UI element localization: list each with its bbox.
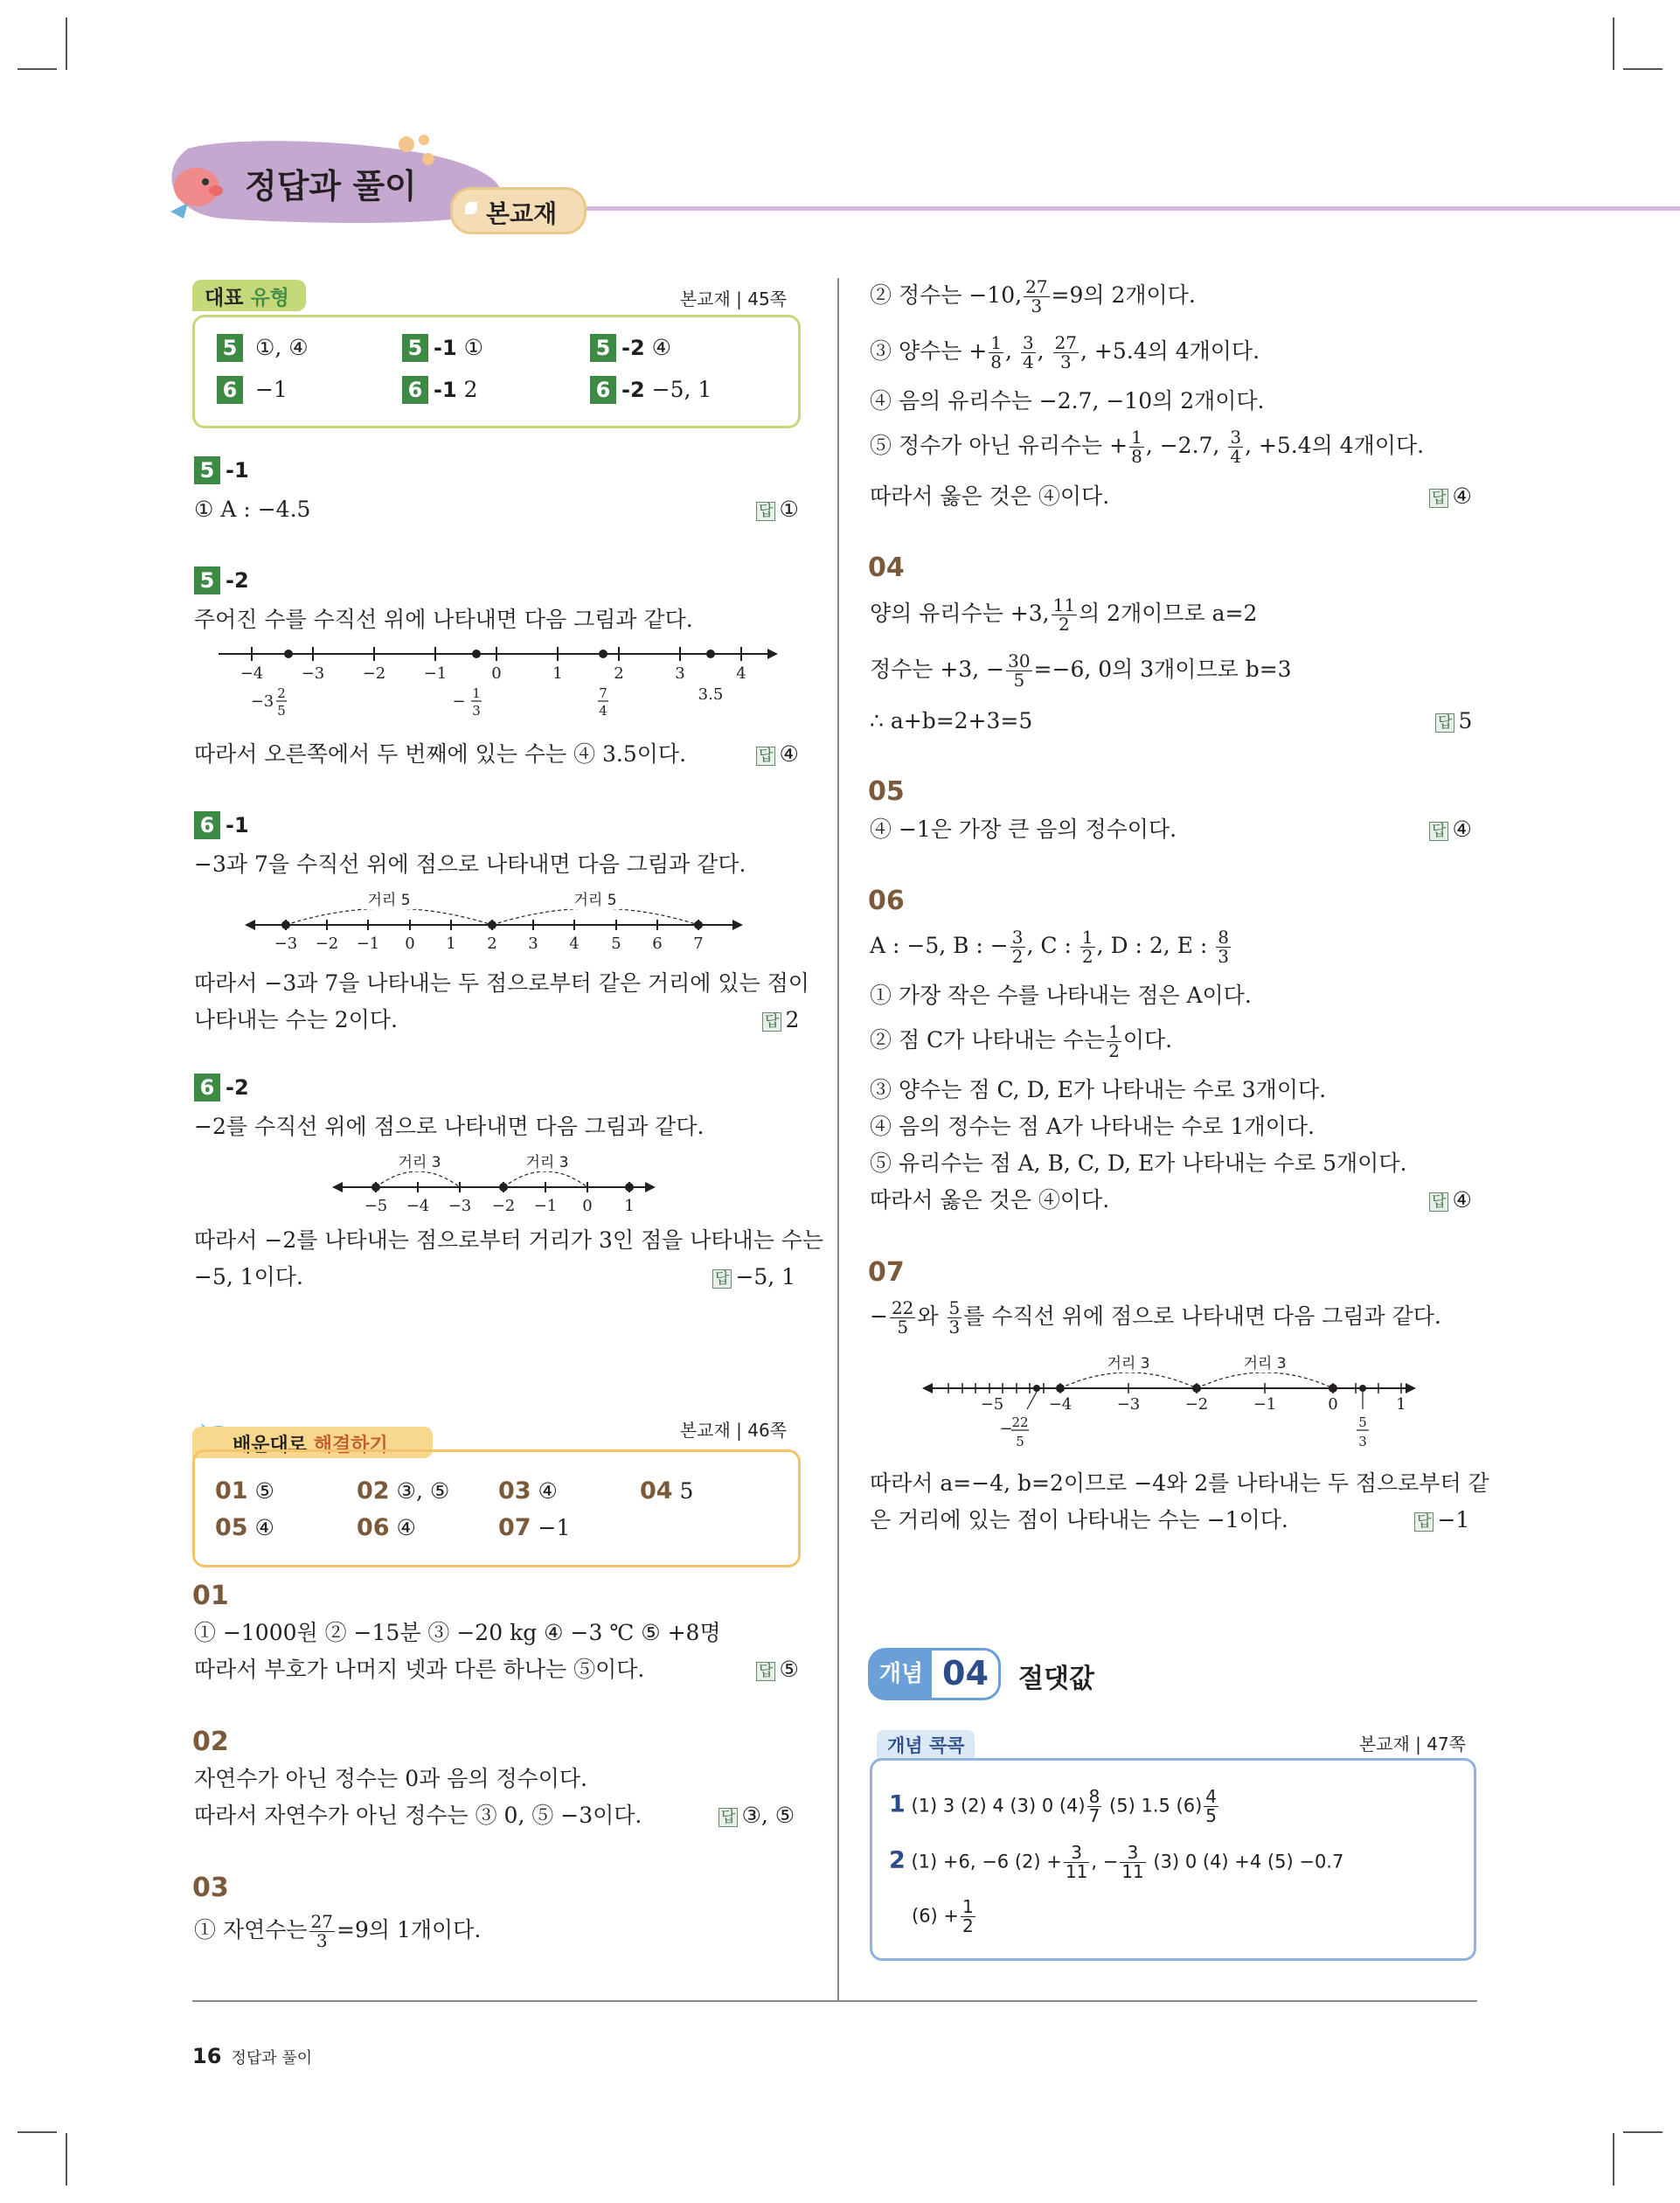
- box-border: [192, 315, 801, 428]
- solution-text: ⑤ 유리수는 점 A, B, C, D, E가 나타내는 수로 5개이다.: [870, 1150, 1407, 1176]
- svg-text:1: 1: [1396, 1395, 1406, 1414]
- svg-text:1: 1: [624, 1197, 635, 1215]
- answer-item: 05 ④: [215, 1514, 274, 1541]
- svg-text:7: 7: [693, 935, 704, 953]
- answer-mark: 답 ⑤: [756, 1657, 799, 1683]
- svg-text:0: 0: [582, 1197, 593, 1215]
- point-label: −: [452, 692, 466, 711]
- svg-text:22: 22: [1011, 1414, 1029, 1430]
- tick-label: −1: [423, 664, 448, 683]
- tick-label: 3: [675, 664, 685, 683]
- point-label: 7: [599, 685, 607, 701]
- leaf-icon: [465, 202, 477, 214]
- distance-label: 거리 3: [1243, 1355, 1287, 1373]
- answer-mark: 답 ③, ⑤: [719, 1803, 795, 1829]
- concept-answer-row: 1 (1) 3 (2) 4 (3) 0 (4) $\frac{8}{7}$ (5) 1.5 (6) $\frac{4}{5}$: [889, 1786, 1218, 1826]
- crop-mark: [66, 17, 67, 70]
- solution-text: ① 가장 작은 수를 나타내는 점은 A이다.: [870, 983, 1252, 1008]
- problem-heading: 6 -2: [194, 1074, 249, 1102]
- solution-text: ③ 양수는 점 C, D, E가 나타내는 수로 3개이다.: [870, 1077, 1327, 1102]
- svg-text:5: 5: [1358, 1414, 1367, 1430]
- crop-mark: [1623, 68, 1663, 70]
- problem-heading: 6 -1: [194, 811, 249, 839]
- answer-mark: 답 ①: [756, 497, 799, 523]
- solution-text: ① −1000원 ② −15분 ③ −20 kg ④ −3 ℃ ⑤ +8명: [194, 1620, 721, 1645]
- solution-text: 정수는 +3, − $\frac{30}{5}$ =−6, 0의 3개이므로 b=3: [870, 650, 1292, 691]
- page-number: 16: [192, 2044, 222, 2068]
- distance-label: 거리 5: [367, 892, 411, 909]
- answer-item: 6 -2 −5, 1: [590, 376, 712, 404]
- answer-item: 03 ④: [498, 1477, 558, 1505]
- page-footer: [192, 2044, 312, 2068]
- svg-text:−2: −2: [315, 935, 339, 953]
- answer-item: 5 -1 ①: [402, 334, 483, 362]
- svg-text:0: 0: [405, 935, 415, 953]
- solution-text: − $\frac{22}{5}$ 와 $\frac{5}{3}$ 를 수직선 위에 점으로 나타내면 다음 그림과 같다.: [870, 1297, 1441, 1338]
- svg-text:−3: −3: [448, 1197, 472, 1215]
- point-label: 3.5: [698, 685, 724, 704]
- answer-item: 5 ①, ④: [217, 334, 309, 362]
- answer-item: 06 ④: [357, 1514, 416, 1541]
- solution-text: 따라서 옳은 것은 ④이다.: [870, 1187, 1110, 1213]
- point-label: 5: [277, 703, 286, 719]
- svg-text:−: −: [999, 1420, 1013, 1438]
- concept-box: [870, 1727, 1478, 1963]
- crop-mark: [66, 2133, 67, 2186]
- box-border: [192, 1449, 801, 1567]
- answer-item: 04 5: [640, 1477, 694, 1505]
- pig-mascot-icon: [162, 150, 232, 220]
- box-label: 배운대로 해결하기: [192, 1427, 433, 1458]
- svg-text:−2: −2: [1184, 1395, 1209, 1414]
- box-representative-types: [192, 280, 804, 433]
- number-line: [245, 883, 752, 953]
- solution-text: ④ 음의 유리수는 −2.7, −10의 2개이다.: [870, 388, 1265, 413]
- solution-text: 따라서 오른쪽에서 두 번째에 있는 수는 ④ 3.5이다.: [194, 741, 687, 767]
- column-divider: [837, 278, 839, 2000]
- tick-label: 0: [491, 664, 502, 683]
- question-number: 06: [868, 886, 905, 916]
- answer-mark: 답 ④: [756, 741, 799, 768]
- question-number: 05: [868, 776, 905, 807]
- solution-text: −2를 수직선 위에 점으로 나타내면 다음 그림과 같다.: [194, 1114, 705, 1139]
- box-label: 개념 콕콕: [877, 1730, 975, 1760]
- svg-text:−4: −4: [406, 1197, 430, 1215]
- answer-item: 6 −1: [217, 376, 288, 404]
- question-number: 01: [192, 1581, 229, 1611]
- svg-text:−1: −1: [1253, 1395, 1277, 1414]
- solution-text: A : −5, B : − $\frac{3}{2}$ , C : $\frac{1}{2}$ , D : 2, E : $\frac{8}{3}$: [870, 927, 1229, 967]
- answer-mark: 답 ④: [1429, 1187, 1472, 1213]
- solution-text: 나타내는 수는 2이다.: [194, 1007, 398, 1032]
- question-number: 07: [868, 1257, 905, 1288]
- answer-item: 6 -1 2: [402, 376, 478, 404]
- question-number: 02: [192, 1727, 229, 1757]
- solution-text: 따라서 −3과 7을 나타내는 두 점으로부터 같은 거리에 있는 점이: [194, 970, 809, 996]
- box-solve-as-learned: [192, 1414, 804, 1567]
- solution-text: 주어진 수를 수직선 위에 나타내면 다음 그림과 같다.: [194, 607, 693, 632]
- svg-text:5: 5: [611, 935, 621, 953]
- answer-item: 07 −1: [498, 1514, 571, 1541]
- page-ref: 본교재 | 47쪽: [1358, 1734, 1466, 1755]
- page-ref: 본교재 | 46쪽: [679, 1420, 787, 1441]
- header-line: [564, 206, 1680, 211]
- box-label: 대표 유형: [192, 280, 306, 311]
- answer-item: 5 -2 ④: [590, 334, 671, 362]
- number-line: [332, 1145, 664, 1215]
- crop-mark: [17, 2131, 57, 2133]
- answer-mark: 답 ④: [1429, 817, 1472, 843]
- header-tab: 본교재: [450, 187, 587, 234]
- answer-mark: 답 −1: [1414, 1507, 1469, 1533]
- solution-text: 자연수가 아닌 정수는 0과 음의 정수이다.: [194, 1766, 587, 1791]
- page-ref: 본교재 | 45쪽: [679, 288, 787, 309]
- concept-tag: 개념 04: [868, 1648, 1001, 1700]
- point-label: 3: [472, 703, 481, 719]
- number-line: [210, 636, 787, 733]
- answer-item: 02 ③, ⑤: [357, 1477, 450, 1505]
- svg-text:−5: −5: [364, 1197, 388, 1215]
- svg-text:0: 0: [1328, 1395, 1338, 1414]
- svg-text:4: 4: [569, 935, 580, 953]
- solution-text: 은 거리에 있는 점이 나타내는 수는 −1이다.: [870, 1507, 1288, 1532]
- solution-text: ④ 음의 정수는 점 A가 나타내는 수로 1개이다.: [870, 1114, 1315, 1139]
- point-label: 1: [472, 685, 481, 701]
- problem-heading: 5 -1: [194, 456, 249, 484]
- question-number: 03: [192, 1873, 229, 1903]
- solution-text: ⑤ 정수가 아닌 유리수는 + $\frac{1}{8}$ , −2.7, $\frac{3}{4}$ , +5.4의 4개이다.: [870, 427, 1425, 467]
- concept-answer-row: 2 (1) +6, −6 (2) + $\frac{3}{11}$ , − $\frac{3}{11}$ (3) 0 (4) +4 (5) −0.7: [889, 1842, 1344, 1882]
- point-label: −3: [250, 692, 274, 711]
- solution-text: −5, 1이다.: [194, 1264, 303, 1289]
- crop-mark: [1623, 2131, 1663, 2133]
- footer-rule: [192, 2000, 1477, 2002]
- tick-label: 4: [736, 664, 746, 683]
- answer-item: 01 ⑤: [215, 1477, 274, 1505]
- distance-label: 거리 3: [525, 1154, 569, 1171]
- solution-text: 따라서 a=−4, b=2이므로 −4와 2를 나타내는 두 점으로부터 같: [870, 1470, 1489, 1496]
- crop-mark: [1613, 2133, 1614, 2186]
- svg-text:−1: −1: [533, 1197, 558, 1215]
- solution-text: 따라서 옳은 것은 ④이다.: [870, 483, 1110, 509]
- tick-label: −4: [240, 664, 264, 683]
- svg-text:−5: −5: [980, 1395, 1004, 1414]
- solution-text: ② 점 C가 나타내는 수는 $\frac{1}{2}$ 이다.: [870, 1021, 1173, 1061]
- tick-label: −3: [301, 664, 325, 683]
- svg-text:2: 2: [487, 935, 497, 953]
- footer-label: 정답과 풀이: [231, 2049, 313, 2067]
- solution-text: ① 자연수는 $\frac{27}{3}$ =9의 1개이다.: [194, 1911, 482, 1951]
- distance-label: 거리 5: [573, 892, 617, 909]
- page-header: [153, 131, 1639, 236]
- solution-text: −3과 7을 수직선 위에 점으로 나타내면 다음 그림과 같다.: [194, 851, 746, 877]
- solution-text: ② 정수는 −10, $\frac{27}{3}$ =9의 2개이다.: [870, 276, 1196, 316]
- point-label: 4: [599, 703, 607, 719]
- svg-text:−3: −3: [1116, 1395, 1141, 1414]
- distance-label: 거리 3: [398, 1154, 441, 1171]
- solution-text: 따라서 −2를 나타내는 점으로부터 거리가 3인 점을 나타내는 수는: [194, 1227, 824, 1253]
- question-number: 04: [868, 552, 905, 583]
- solution-text: 따라서 부호가 나머지 넷과 다른 하나는 ⑤이다.: [194, 1657, 645, 1682]
- solution-text: 따라서 자연수가 아닌 정수는 ③ 0, ⑤ −3이다.: [194, 1803, 642, 1828]
- solution-text: 양의 유리수는 +3, $\frac{11}{2}$ 의 2개이므로 a=2: [870, 594, 1258, 635]
- answer-mark: 답 ④: [1429, 483, 1472, 510]
- crop-mark: [1613, 17, 1614, 70]
- svg-text:5: 5: [1016, 1434, 1024, 1449]
- concept-title: 절댓값: [1018, 1664, 1094, 1694]
- crop-mark: [17, 68, 57, 70]
- solution-text: ③ 양수는 + $\frac{1}{8}$ , $\frac{3}{4}$ , $\frac{27}{3}$ , +5.4의 4개이다.: [870, 332, 1260, 372]
- svg-text:3: 3: [528, 935, 538, 953]
- tick-label: 1: [552, 664, 563, 683]
- solution-text: ④ −1은 가장 큰 음의 정수이다.: [870, 817, 1177, 842]
- header-title: 정답과 풀이: [245, 167, 417, 205]
- answer-mark: 답 5: [1435, 708, 1472, 734]
- svg-text:3: 3: [1358, 1434, 1367, 1449]
- number-line: [922, 1346, 1429, 1456]
- svg-text:−1: −1: [356, 935, 380, 953]
- point-label: 2: [277, 685, 286, 701]
- concept-answer-row: (6) + $\frac{1}{2}$: [912, 1896, 974, 1936]
- answer-mark: 답 2: [762, 1007, 799, 1033]
- svg-text:−3: −3: [274, 935, 298, 953]
- svg-text:−4: −4: [1048, 1395, 1073, 1414]
- answer-mark: 답 −5, 1: [712, 1264, 795, 1290]
- svg-text:1: 1: [446, 935, 456, 953]
- solution-text: ① A : −4.5: [194, 497, 311, 522]
- tick-label: 2: [614, 664, 624, 683]
- problem-heading: 5 -2: [194, 566, 249, 594]
- solution-text: ∴ a+b=2+3=5: [870, 708, 1033, 733]
- distance-label: 거리 3: [1107, 1355, 1150, 1373]
- svg-text:6: 6: [652, 935, 663, 953]
- svg-text:−2: −2: [491, 1197, 516, 1215]
- tick-label: −2: [362, 664, 386, 683]
